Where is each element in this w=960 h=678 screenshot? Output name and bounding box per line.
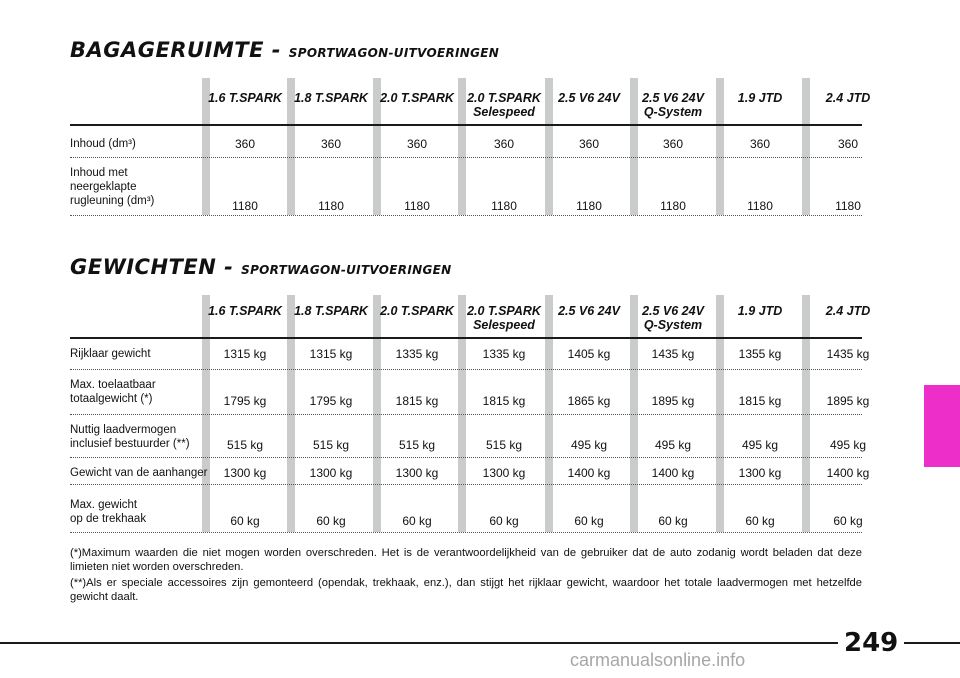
- weights-title: GEWICHTEN -: [70, 255, 234, 279]
- row-label: [70, 378, 210, 406]
- column-header: [203, 304, 287, 318]
- row-label-line: Nuttig laadvermogen: [70, 424, 177, 436]
- table-cell: 360: [320, 137, 342, 151]
- column-header: [631, 304, 715, 332]
- column-header-line1: 2.5 V6 24V: [558, 304, 620, 318]
- column-header-line2: Q-System: [643, 105, 703, 119]
- row-label-line: Max. gewicht: [70, 499, 138, 511]
- table-cell: 360: [578, 137, 600, 151]
- column-header: [547, 304, 631, 318]
- row-divider: [70, 532, 862, 533]
- column-header-line1: 1.8 T.SPARK: [294, 91, 368, 105]
- column-header-line2: Selespeed: [473, 105, 535, 119]
- table-cell: 60 kg: [230, 514, 260, 528]
- table-cell: 1895 kg: [651, 394, 695, 408]
- row-divider: [70, 457, 862, 458]
- table-cell: 60 kg: [574, 514, 604, 528]
- row-label: [70, 423, 210, 451]
- footnote-2: (**)Als er speciale accessoires zijn gemonteerd (opendak, trekhaak, enz.), dan stijgt het rijklaar gewicht, waardoor het totale laadvermogen met hetzelfde gewicht daalt.: [70, 577, 862, 603]
- table-cell: 1180: [576, 199, 602, 213]
- table-cell: 495 kg: [829, 438, 867, 452]
- weights-subtitle: SPORTWAGON-UITVOERINGEN: [241, 263, 452, 277]
- table-cell: 60 kg: [402, 514, 432, 528]
- table-cell: 1300 kg: [309, 466, 353, 480]
- table-cell: 360: [837, 137, 859, 151]
- table-cell: 360: [234, 137, 256, 151]
- table-cell: 1400 kg: [651, 466, 695, 480]
- row-label-line: Max. toelaatbaar: [70, 379, 156, 391]
- table-cell: 1335 kg: [482, 347, 526, 361]
- luggage-subtitle: SPORTWAGON-UITVOERINGEN: [288, 46, 500, 60]
- table-cell: 495 kg: [741, 438, 779, 452]
- row-label-line: neergeklapte: [70, 181, 137, 193]
- section-tab-marker: [924, 385, 960, 467]
- table-cell: 360: [493, 137, 515, 151]
- table-cell: 360: [749, 137, 771, 151]
- column-header-line2: Selespeed: [473, 318, 535, 332]
- table-cell: 1300 kg: [482, 466, 526, 480]
- column-header: [547, 91, 631, 105]
- table-cell: 515 kg: [485, 438, 523, 452]
- column-header: [462, 91, 546, 119]
- column-header-line1: 2.0 T.SPARK: [380, 91, 454, 105]
- column-header-line1: 1.6 T.SPARK: [208, 304, 282, 318]
- column-header-line1: 1.9 JTD: [737, 91, 783, 105]
- table-cell: 1895 kg: [826, 394, 870, 408]
- table-cell: 1180: [747, 199, 773, 213]
- column-header: [289, 91, 373, 105]
- row-label-line: totaalgewicht (*): [70, 393, 153, 405]
- table-cell: 515 kg: [226, 438, 264, 452]
- table-cell: 1815 kg: [482, 394, 526, 408]
- table-cell: 1815 kg: [395, 394, 439, 408]
- table-cell: 1400 kg: [567, 466, 611, 480]
- row-label-line: Gewicht van de aanhanger: [70, 467, 208, 479]
- table-cell: 1865 kg: [567, 394, 611, 408]
- weights-section-title: [70, 255, 451, 279]
- table-cell: 1180: [835, 199, 861, 213]
- table-cell: 1180: [660, 199, 686, 213]
- row-label: [70, 466, 210, 480]
- column-header: [462, 304, 546, 332]
- table-cell: 1795 kg: [223, 394, 267, 408]
- column-header-line1: 2.4 JTD: [825, 91, 871, 105]
- column-header-line1: 2.4 JTD: [825, 304, 871, 318]
- bottom-rule: [0, 642, 960, 644]
- column-header: [203, 91, 287, 105]
- table-cell: 360: [406, 137, 428, 151]
- row-label-line: Rijklaar gewicht: [70, 348, 151, 360]
- table-cell: 60 kg: [833, 514, 863, 528]
- luggage-section-title: [70, 38, 499, 62]
- table-cell: 60 kg: [489, 514, 519, 528]
- table-cell: 1795 kg: [309, 394, 353, 408]
- column-header: [375, 304, 459, 318]
- table-cell: 1435 kg: [651, 347, 695, 361]
- column-header-line2: Q-System: [643, 318, 703, 332]
- table-cell: 515 kg: [398, 438, 436, 452]
- row-label-line: rugleuning (dm³): [70, 195, 155, 207]
- column-header: [718, 91, 802, 105]
- row-label: [70, 498, 210, 526]
- row-label: [70, 166, 210, 208]
- table-cell: 1355 kg: [738, 347, 782, 361]
- column-header-line1: 2.5 V6 24V: [642, 91, 704, 105]
- column-header-line1: 2.5 V6 24V: [558, 91, 620, 105]
- column-header: [289, 304, 373, 318]
- table-cell: 1435 kg: [826, 347, 870, 361]
- page-number: 249: [838, 628, 904, 658]
- table-cell: 495 kg: [654, 438, 692, 452]
- column-header: [375, 91, 459, 105]
- table-cell: 60 kg: [658, 514, 688, 528]
- column-header: [631, 91, 715, 119]
- table-cell: 1405 kg: [567, 347, 611, 361]
- column-header-line1: 2.0 T.SPARK: [380, 304, 454, 318]
- column-header-line1: 1.8 T.SPARK: [294, 304, 368, 318]
- column-header-line1: 2.0 T.SPARK: [467, 91, 541, 105]
- table-cell: 1300 kg: [395, 466, 439, 480]
- table-cell: 1300 kg: [738, 466, 782, 480]
- row-label-line: Inhoud (dm³): [70, 138, 136, 150]
- table-cell: 1180: [318, 199, 344, 213]
- row-divider: [70, 215, 862, 216]
- table-cell: 60 kg: [745, 514, 775, 528]
- table-cell: 1180: [491, 199, 517, 213]
- footnote-1: (*)Maximum waarden die niet mogen worden overschreden. Het is de verantwoordelijkheid van de gebruiker dat de auto zodanig wordt beladen dat deze limieten niet worden overschreden.: [70, 547, 862, 573]
- table-cell: 60 kg: [316, 514, 346, 528]
- watermark-text: carmanualsonline.info: [570, 650, 746, 670]
- table-cell: 1315 kg: [309, 347, 353, 361]
- column-header-line1: 1.6 T.SPARK: [208, 91, 282, 105]
- weights-header-rule: [70, 337, 862, 339]
- table-cell: 1400 kg: [826, 466, 870, 480]
- row-label: [70, 347, 210, 361]
- row-label: [70, 137, 210, 151]
- table-cell: 1315 kg: [223, 347, 267, 361]
- luggage-header-rule: [70, 124, 862, 126]
- table-cell: 360: [662, 137, 684, 151]
- row-divider: [70, 484, 862, 485]
- table-cell: 515 kg: [312, 438, 350, 452]
- column-header-line1: 1.9 JTD: [737, 304, 783, 318]
- table-cell: 1300 kg: [223, 466, 267, 480]
- row-label-line: Inhoud met: [70, 167, 128, 179]
- row-label-line: op de trekhaak: [70, 513, 147, 525]
- table-cell: 1815 kg: [738, 394, 782, 408]
- column-header: [806, 304, 890, 318]
- table-cell: 1180: [404, 199, 430, 213]
- row-label-line: inclusief bestuurder (**): [70, 438, 190, 450]
- column-header: [806, 91, 890, 105]
- luggage-title: BAGAGERUIMTE -: [70, 38, 281, 62]
- table-cell: 1180: [232, 199, 258, 213]
- row-divider: [70, 157, 862, 158]
- row-divider: [70, 369, 862, 370]
- row-divider: [70, 414, 862, 415]
- table-cell: 1335 kg: [395, 347, 439, 361]
- column-header: [718, 304, 802, 318]
- column-header-line1: 2.0 T.SPARK: [467, 304, 541, 318]
- column-header-line1: 2.5 V6 24V: [642, 304, 704, 318]
- table-cell: 495 kg: [570, 438, 608, 452]
